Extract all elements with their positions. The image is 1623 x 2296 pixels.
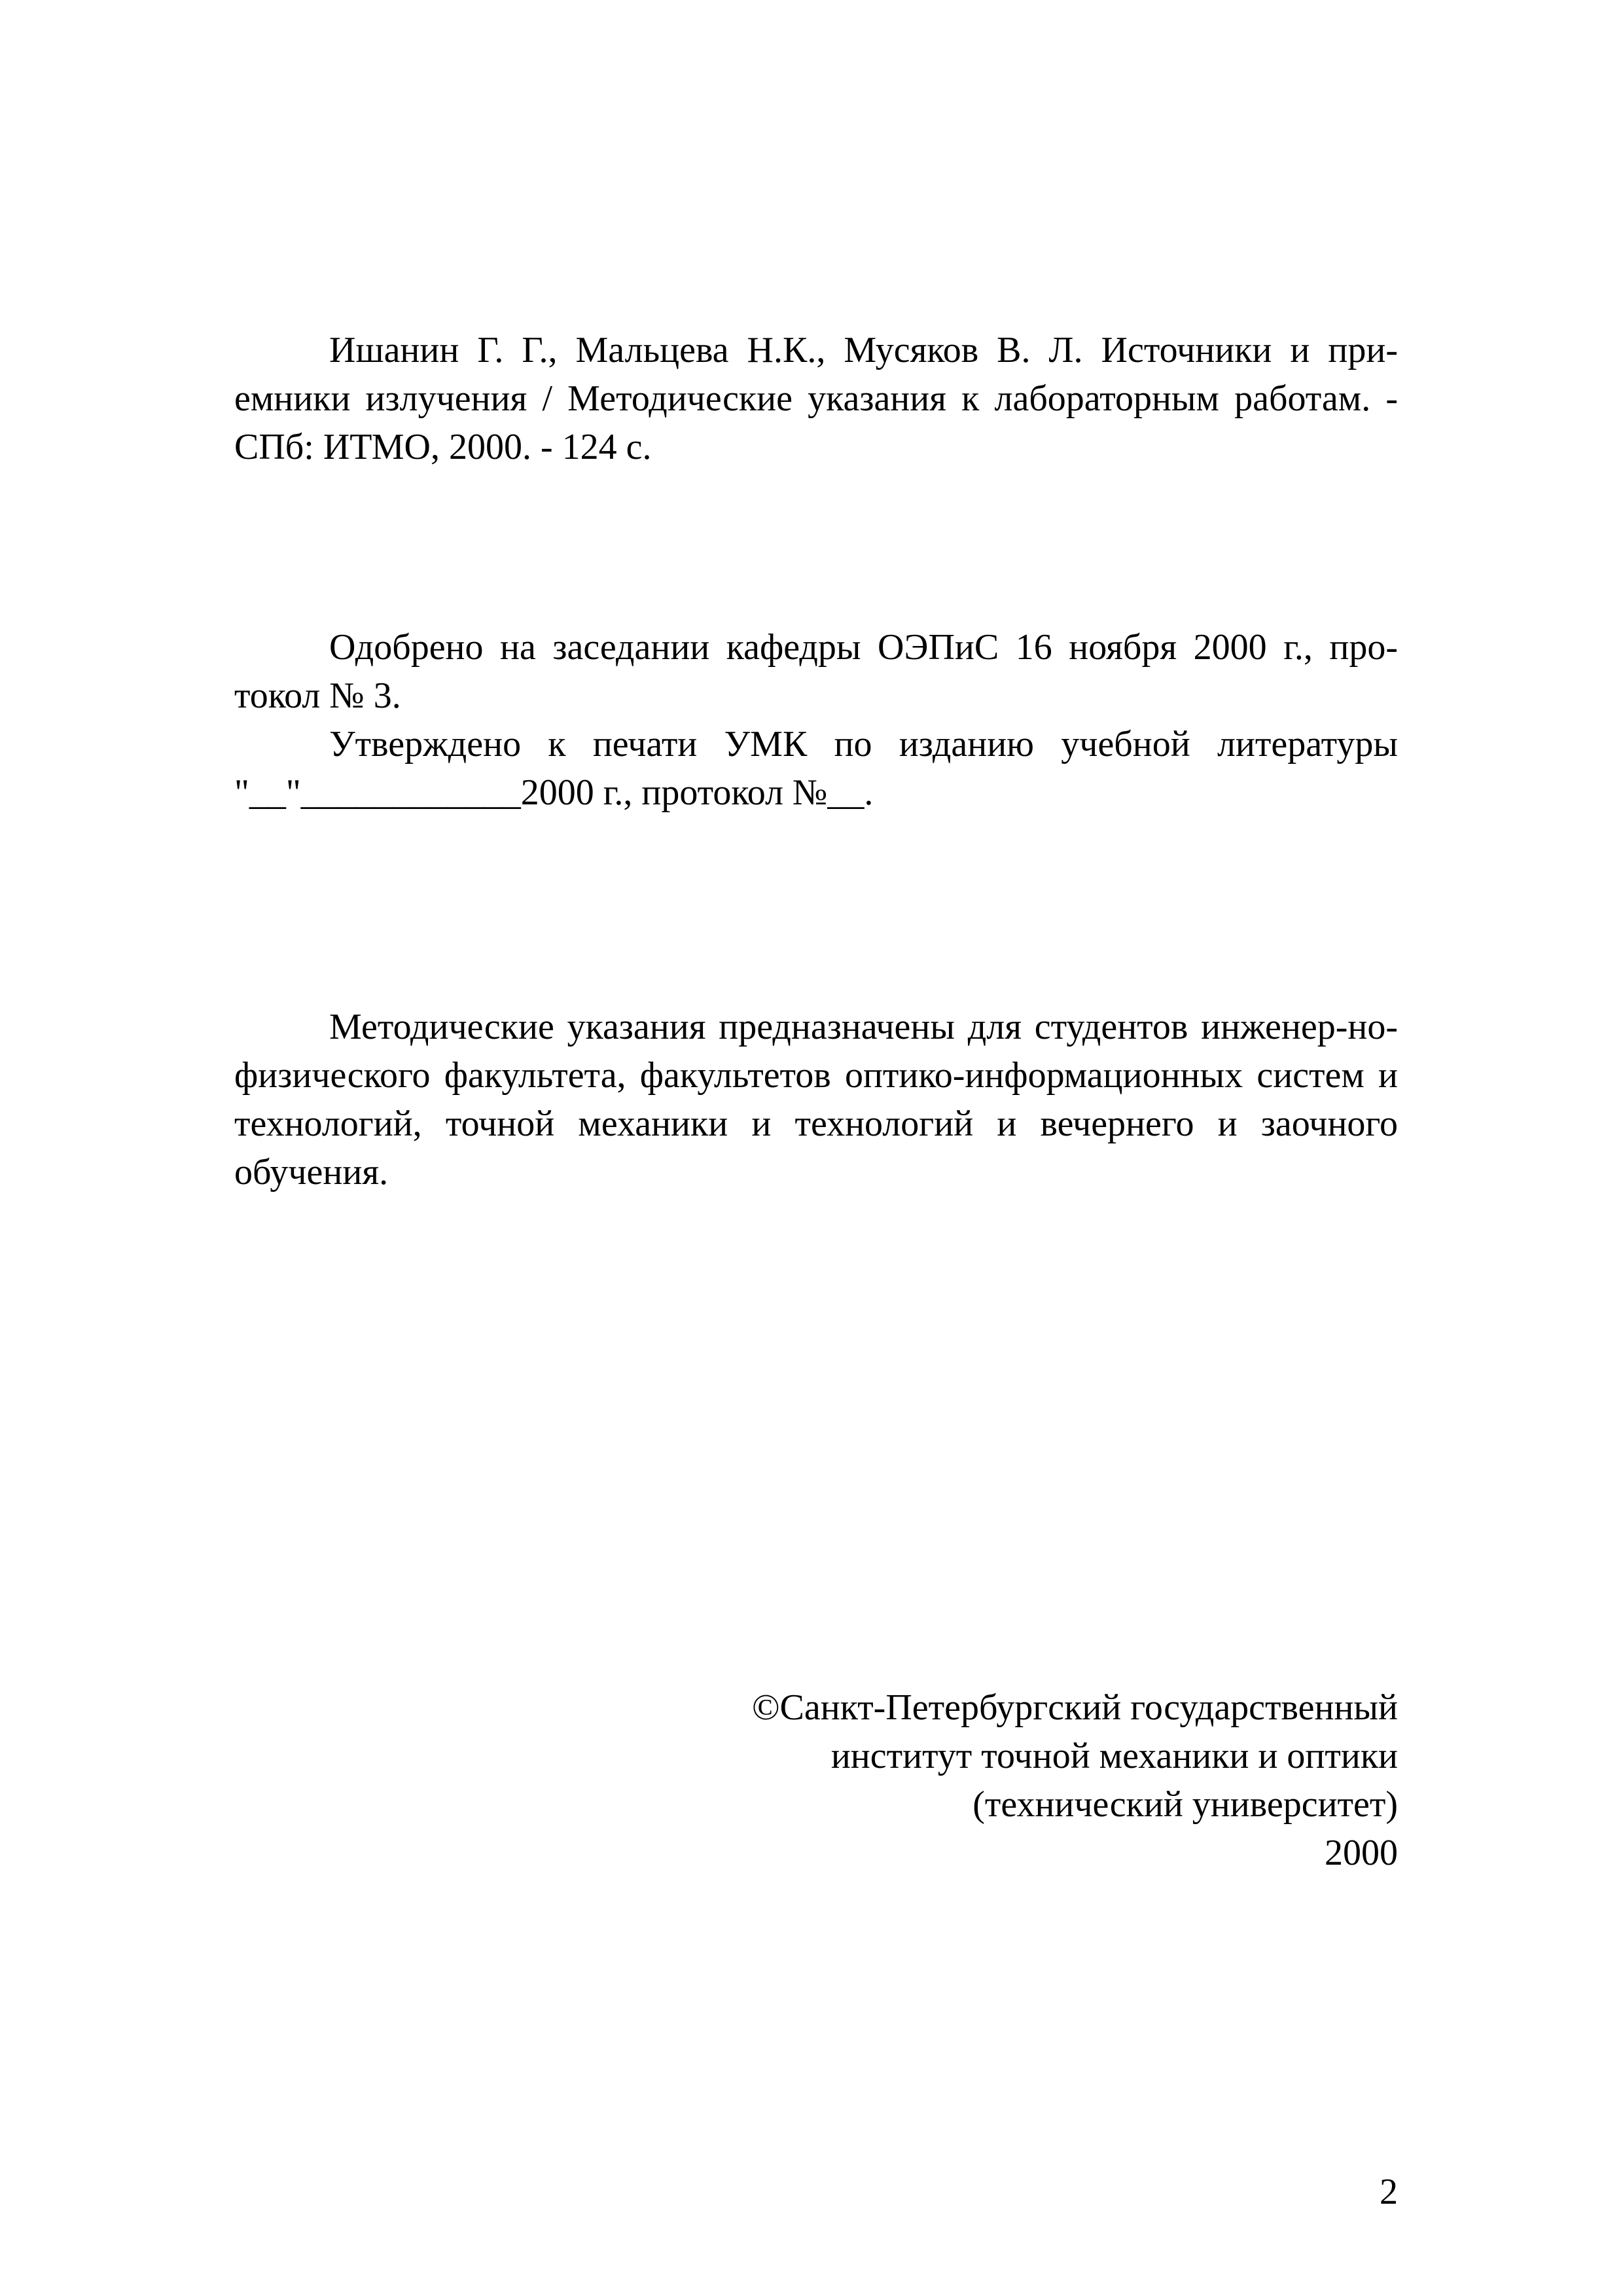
purpose-section xyxy=(234,1003,1398,1196)
purpose-text: Методические указания предназначены для студентов инженер-но-физического факультета, факультетов оптико-информационных систем и технологий, точной механики и технологий и вечернего и заочного обучения. xyxy=(234,1007,1398,1193)
approval-section xyxy=(234,623,1398,817)
copyright-line-1: ©Санкт-Петербургский государственный xyxy=(752,1687,1398,1728)
bibliography-text: Ишанин Г. Г., Мальцева Н.К., Мусяков В. Л. Источники и при-емники излучения / Методические указания к лабораторным работам. - СПб: ИТМО, 2000. - 124 с. xyxy=(234,330,1398,467)
page-number: 2 xyxy=(1380,2172,1398,2212)
copyright-year: 2000 xyxy=(1325,1833,1398,1873)
copyright-line-2: институт точной механики и оптики xyxy=(830,1736,1398,1776)
approval-text: Одобрено на заседании кафедры ОЭПиС 16 ноября 2000 г., про-токол № 3. xyxy=(234,627,1398,716)
copyright-block xyxy=(752,1683,1398,1877)
print-approval-text: Утверждено к печати УМК по изданию учебной литературы "__"____________2000 г., протокол №__. xyxy=(234,724,1398,813)
bibliographic-record xyxy=(234,326,1398,471)
copyright-line-3: (технический университет) xyxy=(972,1784,1398,1825)
